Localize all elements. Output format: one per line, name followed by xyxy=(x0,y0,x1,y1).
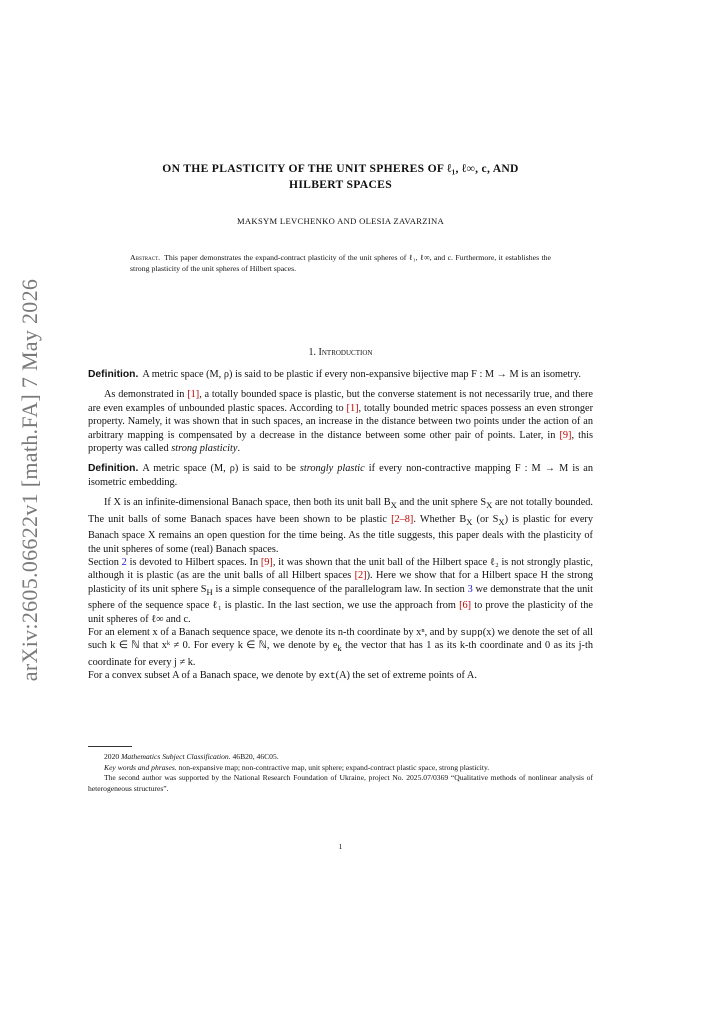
text-span: and the unit sphere S xyxy=(396,497,487,509)
footnote-keywords xyxy=(88,763,593,774)
text-span: to prove the plasticity of the unit spheres of ℓ∞ and c. xyxy=(88,600,593,625)
text-span: . Whether B xyxy=(413,513,467,525)
section-ref-link[interactable]: 3 xyxy=(467,583,473,595)
emphasis: Mathematics Subject Classification. xyxy=(121,752,231,761)
section-title: Introduction xyxy=(318,347,373,358)
text-span: , totally bounded metric spaces possess an even stronger property. Namely, it was shown that in such spaces, an increase in the distance between two points under the action of an arbitrary mapping is compensated by a decrease in the distance between some other pair of points. Later, in xyxy=(88,402,594,441)
abstract-label: Abstract. xyxy=(130,253,161,262)
arxiv-identifier: arXiv:2605.06622v1 [math.FA] 7 May 2026 xyxy=(17,278,42,682)
footnote-divider xyxy=(88,746,132,747)
text-span: we demonstrate that the unit sphere of the sequence space ℓ₁ is plastic. In the last section, we use the approach from xyxy=(88,583,593,612)
text-span: . xyxy=(237,443,241,455)
text-span: (or S xyxy=(472,513,499,525)
citation-link[interactable]: [1] xyxy=(187,389,200,401)
citation-link[interactable]: [9] xyxy=(559,429,572,441)
footnote-msc xyxy=(88,752,593,763)
subscript: X xyxy=(498,516,505,527)
definition-label: Definition. xyxy=(88,369,139,380)
text-span: (x) we denote the set of all such k ∈ ℕ that xᵏ ≠ 0. For every k ∈ ℕ, we denote by e xyxy=(88,627,593,652)
text-span: if every non-contractive mapping F : M → M is an isometric embedding. xyxy=(88,463,593,488)
text-span: Section xyxy=(88,556,122,568)
section-heading-introduction xyxy=(88,347,593,358)
citation-link[interactable]: [2–8] xyxy=(391,513,414,525)
text-span: is a simple consequence of the parallelogram law. In section xyxy=(212,583,468,595)
text-span: ) is plastic for every Banach space X remains an open question for the time being. As the title suggests, this paper deals with the plasticity of the unit spheres of some (real) Banach spaces. xyxy=(88,513,593,555)
text-span: is devoted to Hilbert spaces. In xyxy=(126,556,261,568)
paragraph-5 xyxy=(88,669,593,682)
title-line-1: ON THE PLASTICITY OF THE UNIT SPHERES OF ℓ₁, ℓ∞, c, AND xyxy=(162,162,519,175)
text-span: , a totally bounded space is plastic, but the converse statement is not necessarily true, and there are even examples of unbounded plastic spaces. According to xyxy=(88,389,594,414)
paragraph-2 xyxy=(88,496,593,556)
text-span: As demonstrated in xyxy=(104,389,188,401)
abstract-text: This paper demonstrates the expand-contract plasticity of the unit spheres of ℓ₁, ℓ∞, and c. Furthermore, it establishes the strong plasticity of the unit spheres of Hilbert spaces. xyxy=(130,253,551,273)
footnote-funding: The second author was supported by the National Research Foundation of Ukraine, project No. 2025.07/0369 “Qualitative methods of nonlinear analysis of heterogeneous structures”. xyxy=(88,773,593,793)
subscript: X xyxy=(486,500,493,511)
subscript: H xyxy=(206,586,213,597)
definition-label: Definition. xyxy=(88,463,139,475)
section-ref-link[interactable]: 2 xyxy=(121,556,127,568)
page-number: 1 xyxy=(338,842,343,851)
text-span: 46B20, 46C05. xyxy=(232,752,279,761)
citation-link[interactable]: [9] xyxy=(260,556,273,568)
text-span: If X is an infinite-dimensional Banach space, then both its unit ball B xyxy=(104,497,391,509)
text-span: (A) the set of extreme points of A. xyxy=(335,670,477,682)
text-span: non-expansive map; non-contractive map, unit sphere; expand-contract plastic space, strong plasticity. xyxy=(178,762,490,772)
title-line-2: HILBERT SPACES xyxy=(289,178,392,191)
subscript: k xyxy=(337,643,342,654)
monospace-term: ext xyxy=(318,670,336,682)
paper-title xyxy=(88,161,593,193)
text-span: 2020 xyxy=(104,752,120,761)
emphasis: strongly plastic xyxy=(299,463,365,475)
definition-plastic xyxy=(88,368,593,381)
emphasis: Key words and phrases. xyxy=(104,762,177,772)
section-number: 1. xyxy=(308,347,317,358)
citation-link[interactable]: [1] xyxy=(346,402,359,414)
text-span: For a convex subset A of a Banach space, we denote by xyxy=(88,670,319,682)
text-span: the vector that has 1 as its k-th coordinate and 0 as its j-th coordinate for every j ≠ k. xyxy=(88,640,593,668)
definition-strongly-plastic xyxy=(88,462,593,489)
paragraph-4 xyxy=(88,626,593,669)
definition-text: A metric space (M, ρ) is said to be plastic if every non-expansive bijective map F : M → M is an isometry. xyxy=(142,369,581,380)
emphasis: strong plasticity xyxy=(171,443,238,455)
text-span: , it was shown that the unit ball of the Hilbert space ℓ₂ is not strongly plastic, although it is plastic (as are the unit balls of all Hilbert spaces xyxy=(88,556,593,582)
text-span: are not totally bounded. The unit balls of some Banach spaces have been shown to be plastic xyxy=(88,497,594,525)
paragraph-3 xyxy=(88,556,593,626)
citation-link[interactable]: [2] xyxy=(354,570,367,582)
subscript: X xyxy=(390,500,397,511)
text-span: For an element x of a Banach sequence space, we denote its n-th coordinate by xⁿ, and by xyxy=(88,627,461,639)
monospace-term: supp xyxy=(460,627,483,639)
abstract xyxy=(130,252,551,274)
text-span: , this property was called xyxy=(88,429,593,455)
text-span: A metric space (M, ρ) is said to be xyxy=(142,463,300,475)
text-span: ). Here we show that for a Hilbert space H the strong plasticity of its unit sphere S xyxy=(88,570,593,595)
footnotes xyxy=(88,752,593,794)
citation-link[interactable]: [6] xyxy=(459,600,472,612)
paragraph-1 xyxy=(88,388,593,455)
paper-body xyxy=(88,368,593,683)
arxiv-sidebar xyxy=(10,240,50,720)
authors: MAKSYM LEVCHENKO AND OLESIA ZAVARZINA xyxy=(236,216,444,226)
subscript: X xyxy=(466,516,473,527)
